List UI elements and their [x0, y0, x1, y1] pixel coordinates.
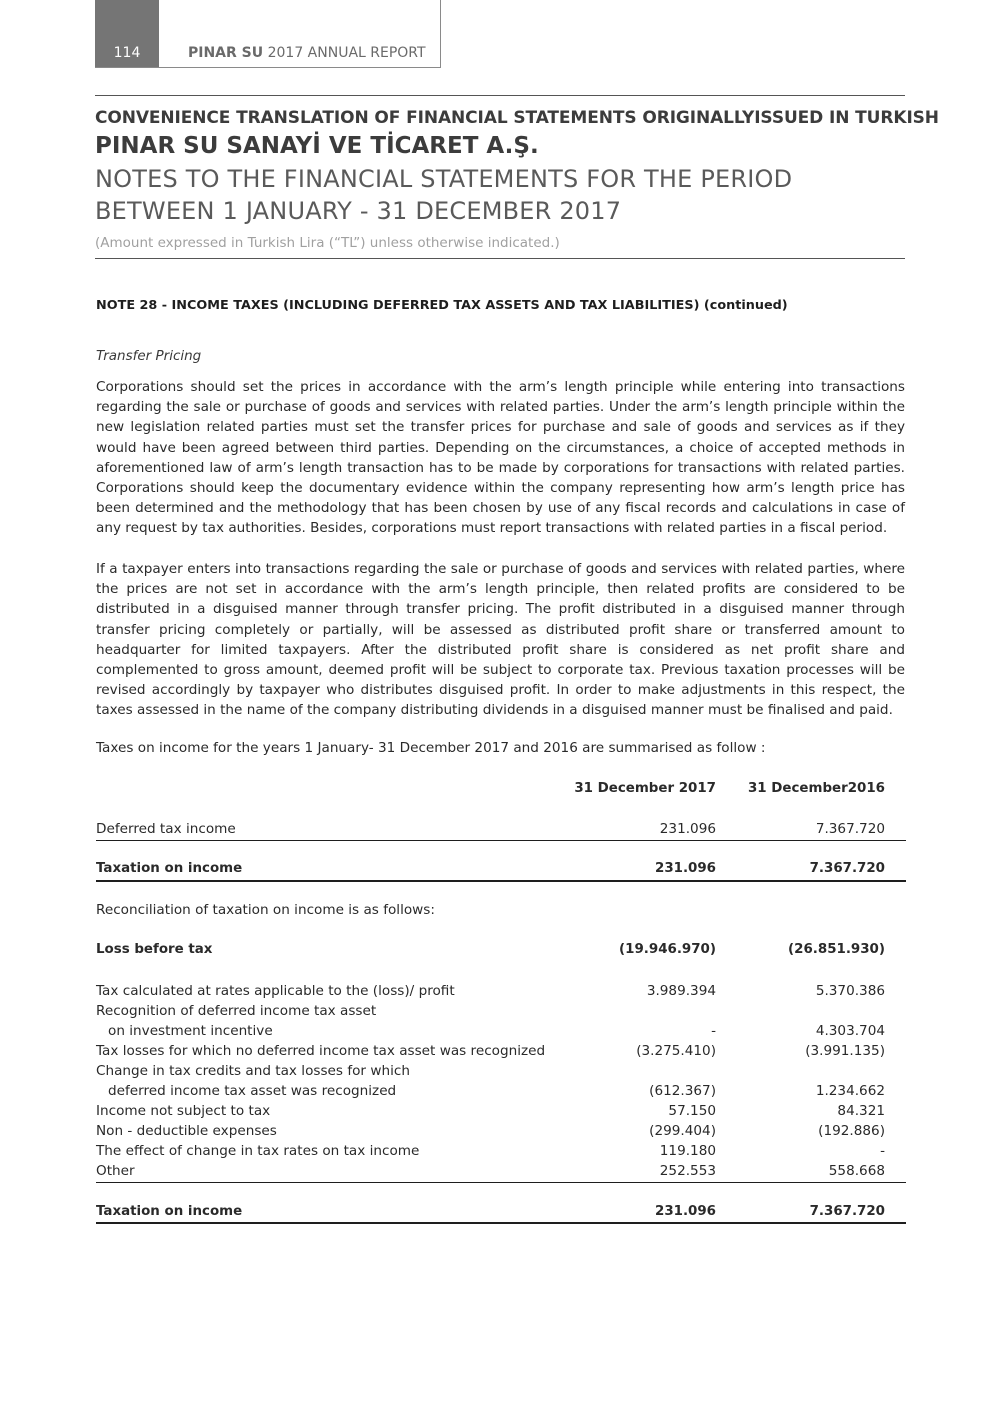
- transfer-pricing-subheading: Transfer Pricing: [96, 348, 202, 364]
- value-2016: 5.370.386: [815, 983, 885, 999]
- value-2016: 1.234.662: [815, 1083, 885, 1099]
- row-label: on investment incentive: [108, 1023, 273, 1039]
- title-bottom-rule: [95, 258, 905, 259]
- value-2016: 558.668: [828, 1163, 885, 1179]
- row-label: Recognition of deferred income tax asset: [96, 1003, 377, 1019]
- value-2017: 119.180: [659, 1143, 716, 1159]
- row-label: Tax losses for which no deferred income tax asset was recognized: [96, 1043, 546, 1059]
- table-row: [96, 1083, 906, 1103]
- value-2016: (192.886): [818, 1123, 885, 1139]
- value-2017: 57.150: [668, 1103, 716, 1119]
- report-brand: PINAR SU: [188, 45, 264, 61]
- table-row: [96, 1023, 906, 1043]
- reconciliation-total-rule: [96, 1222, 906, 1224]
- table-row: [96, 1143, 906, 1163]
- table-row: [96, 1063, 906, 1083]
- value-2016: -: [880, 1143, 885, 1159]
- row-label: Taxation on income: [96, 1204, 243, 1219]
- reconciliation-total-row: [96, 1204, 906, 1224]
- table-row: [96, 983, 906, 1003]
- paragraph-1: Corporations should set the prices in accordance with the arm’s length principle while entering into transactions regarding the sale or purchase of goods and services with related parties. Under the arm’s length principle within the new legislation related parties must set the transfer prices for purchase and sale of goods and services as if they would have been agreed between third parties. Depending on the circumstances, a choice of accepted methods in aforementioned law of arm’s length transaction has to be made by corporations for transactions with related parties. Corporations should keep the documentary evidence within the company representing how arm’s length price has been determined and the methodology that has been chosen by use of any fiscal records and calculations in case of any request by tax authorities. Besides, corporations must report transactions with related parties in a fiscal period.: [96, 379, 905, 537]
- taxes-intro: Taxes on income for the years 1 January- 31 December 2017 and 2016 are summarised as follow :: [96, 740, 766, 756]
- value-2017: (612.367): [649, 1083, 716, 1099]
- row-label: Income not subject to tax: [96, 1103, 271, 1119]
- table-row: [96, 1163, 906, 1183]
- value-2017: (3.275.410): [636, 1043, 716, 1059]
- row-label: Tax calculated at rates applicable to the (loss)/ profit: [96, 983, 455, 999]
- row-label: Non - deductible expenses: [96, 1123, 277, 1139]
- value-2016: 7.367.720: [809, 1204, 885, 1219]
- company-name: PINAR SU SANAYİ VE TİCARET A.Ş.: [95, 133, 539, 159]
- row-label: Taxation on income: [96, 861, 243, 876]
- row-label: Deferred tax income: [96, 821, 236, 837]
- notes-title-line2: BETWEEN 1 JANUARY - 31 DECEMBER 2017: [95, 197, 622, 225]
- table-row: [96, 1103, 906, 1123]
- value-2017: (19.946.970): [619, 942, 716, 957]
- value-2017: 231.096: [655, 861, 716, 876]
- table-row: [96, 1043, 906, 1063]
- report-title-text: 2017 ANNUAL REPORT: [267, 45, 426, 61]
- value-2016: 7.367.720: [815, 821, 885, 837]
- column-header-2016: 31 December2016: [747, 781, 885, 796]
- table-total-rule: [96, 880, 906, 882]
- value-2017: (299.404): [649, 1123, 716, 1139]
- notes-title-line1: NOTES TO THE FINANCIAL STATEMENTS FOR THE PERIOD: [95, 165, 793, 193]
- value-2016: (26.851.930): [788, 942, 885, 957]
- table-row: [96, 821, 906, 841]
- row-label: deferred income tax asset was recognized: [108, 1083, 397, 1099]
- table-total-row: [96, 861, 906, 881]
- column-header-2017: 31 December 2017: [574, 781, 716, 796]
- convenience-translation-heading: CONVENIENCE TRANSLATION OF FINANCIAL STATEMENTS ORIGINALLYISSUED IN TURKISH: [95, 108, 939, 128]
- value-2017: 231.096: [659, 821, 716, 837]
- value-2016: 84.321: [837, 1103, 885, 1119]
- paragraph-2: If a taxpayer enters into transactions regarding the sale or purchase of goods and services with related parties, where the prices are not set in accordance with the arm’s length principle, then related profits are considered to be distributed in a disguised manner through transfer pricing. The profit distributed in a disguised manner through transfer pricing completely or partially, will be assessed as distributed profit share or transferred amount to headquarter for limited taxpayers. After the distributed profit share is considered as net profit share and complemented to gross amount, deemed profit will be subject to corporate tax. Previous taxation processes will be revised accordingly by taxpayer who distributes disguised profit. In order to make adjustments in this respect, the taxes assessed in the name of the company distributing dividends in a disguised manner must be finalised and paid.: [96, 561, 905, 719]
- value-2016: 4.303.704: [815, 1023, 885, 1039]
- loss-before-tax-row: [96, 942, 906, 962]
- row-label: The effect of change in tax rates on tax income: [96, 1143, 420, 1159]
- row-label: Change in tax credits and tax losses for which: [96, 1063, 410, 1079]
- value-2017: 231.096: [655, 1204, 716, 1219]
- row-label: Other: [96, 1163, 135, 1179]
- value-2016: (3.991.135): [805, 1043, 885, 1059]
- amount-note: (Amount expressed in Turkish Lira (“TL”) unless otherwise indicated.): [95, 235, 560, 251]
- title-top-rule: [95, 95, 905, 96]
- value-2017: 3.989.394: [646, 983, 716, 999]
- report-title: [188, 45, 426, 61]
- table-row: [96, 1003, 906, 1023]
- value-2017: 252.553: [659, 1163, 716, 1179]
- reconciliation-rule: [96, 1182, 906, 1183]
- row-label: Loss before tax: [96, 942, 213, 957]
- value-2017: -: [711, 1023, 716, 1039]
- table-row: [96, 1123, 906, 1143]
- table-header-row: [96, 781, 906, 801]
- reconciliation-intro: Reconciliation of taxation on income is as follows:: [96, 902, 435, 918]
- value-2016: 7.367.720: [809, 861, 885, 876]
- table-rule: [96, 840, 906, 841]
- page-number: 114: [95, 0, 159, 67]
- note-heading: NOTE 28 - INCOME TAXES (INCLUDING DEFERRED TAX ASSETS AND TAX LIABILITIES) (continued): [96, 298, 788, 313]
